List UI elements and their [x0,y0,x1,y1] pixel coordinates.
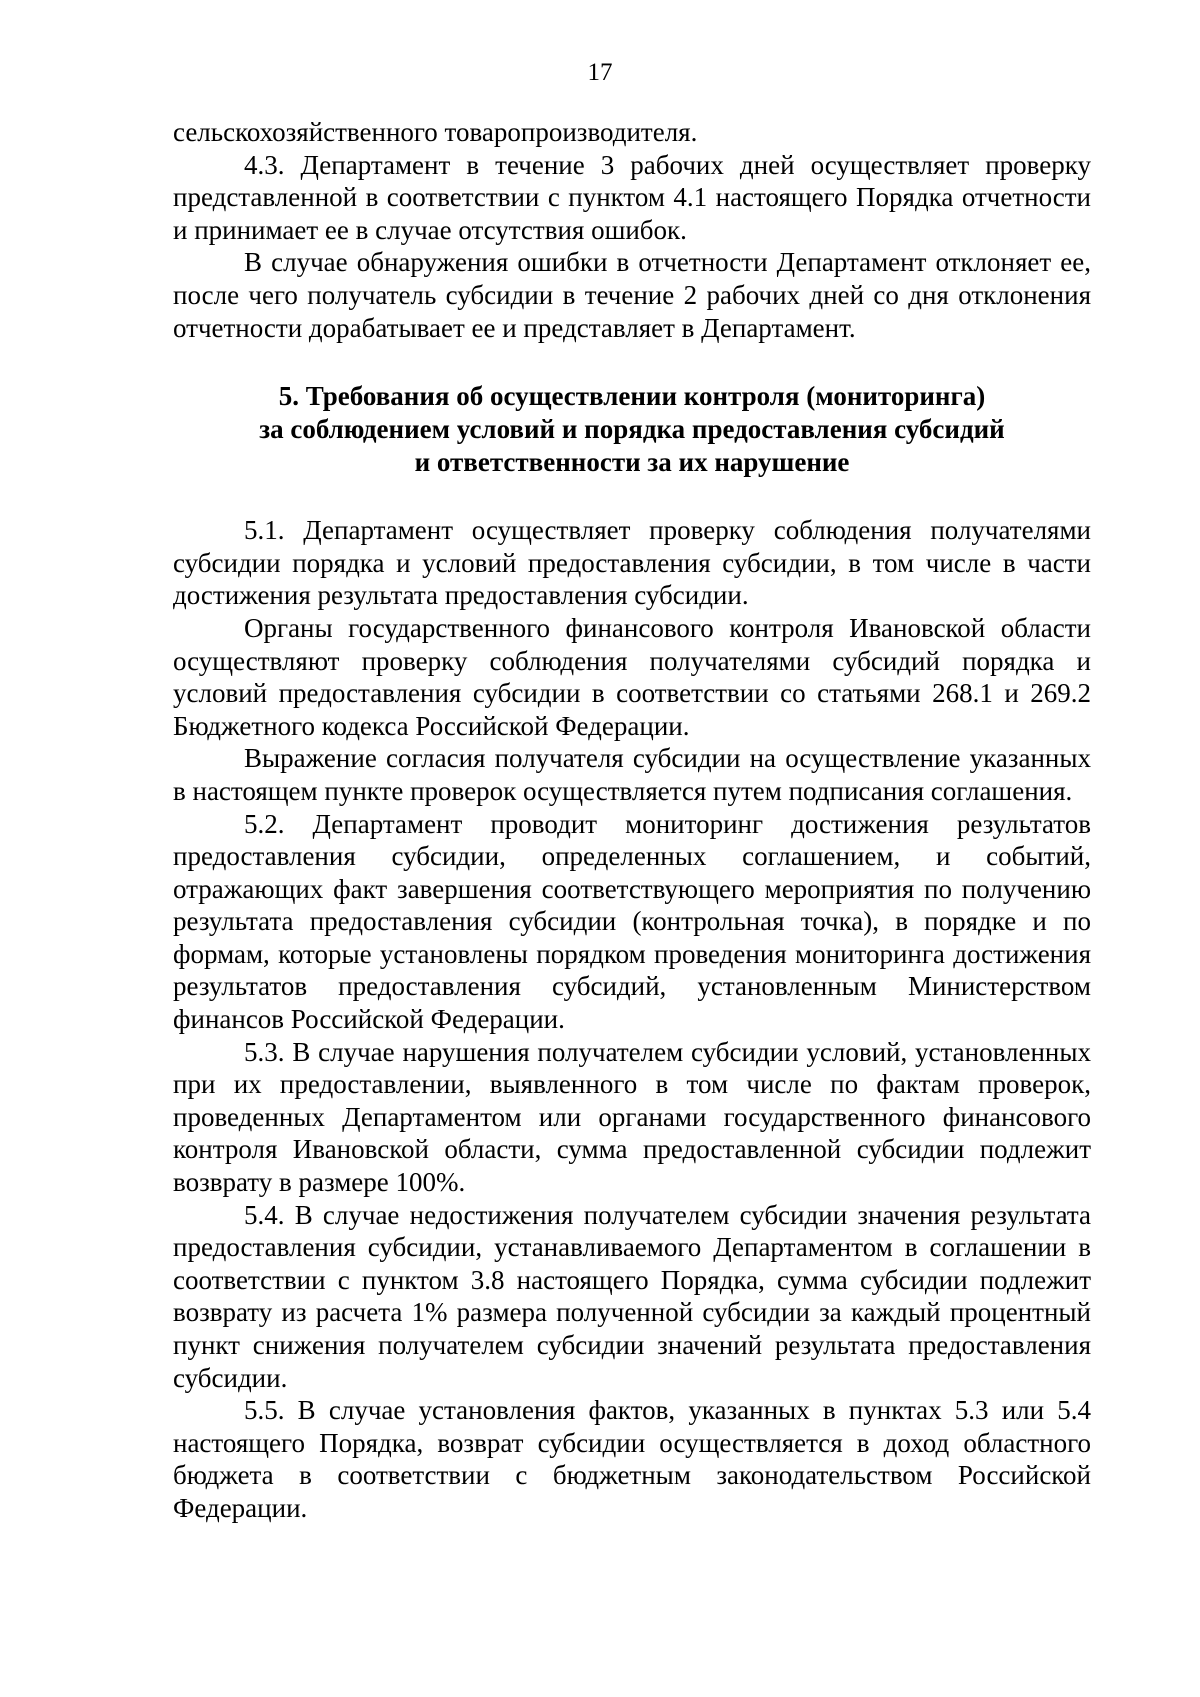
section-5-heading [173,380,1091,479]
section-heading-line-2: за соблюдением условий и порядка предоставления субсидий [259,414,1005,445]
section-heading-line-3: и ответственности за их нарушение [414,447,850,478]
paragraph-5-5: 5.5. В случае установления фактов, указанных в пунктах 5.3 или 5.4 настоящего Порядка, возврат субсидии осуществляется в доход областного бюджета в соответствии с бюджетным законодательством Российской Федерации. [173,1395,1091,1523]
paragraph-control-bodies: Органы государственного финансового контроля Ивановской области осуществляют проверку соблюдения получателями субсидий порядка и условий предоставления субсидии в соответствии со статьями 268.1 и 269.2 Бюджетного кодекса Российской Федерации. [173,612,1091,741]
document-body [173,116,1091,1525]
paragraph-continuation: сельскохозяйственного товаропроизводителя. [173,117,698,147]
page-number: 17 [587,59,613,86]
section-heading-line-1: 5. Требования об осуществлении контроля (мониторинга) [278,381,986,412]
paragraph-5-2: 5.2. Департамент проводит мониторинг достижения результатов предоставления субсидии, определенных соглашением, и событий, отражающих факт завершения соответствующего мероприятия по получению результата предоставления субсидии (контрольная точка), в порядке и по формам, которые установлены порядком проведения мониторинга достижения результатов предоставления субсидий, установленным Министерством финансов Российской Федерации. [173,808,1091,1035]
paragraph-5-3: 5.3. В случае нарушения получателем субсидии условий, установленных при их предоставлении, выявленного в том числе по фактам проверок, проведенных Департаментом или органами государственного финансового контроля Ивановской области, сумма предоставленной субсидии подлежит возврату в размере 100%. [173,1036,1091,1198]
paragraph-4-3: 4.3. Департамент в течение 3 рабочих дней осуществляет проверку представленной в соответствии с пунктом 4.1 настоящего Порядка отчетности и принимает ее в случае отсутствия ошибок. [173,149,1091,245]
paragraph-5-1: 5.1. Департамент осуществляет проверку соблюдения получателями субсидии порядка и условий предоставления субсидии, в том числе в части достижения результата предоставления субсидии. [173,515,1091,611]
paragraph-consent: Выражение согласия получателя субсидии на осуществление указанных в настоящем пункте проверок осуществляется путем подписания соглашения. [173,743,1091,806]
paragraph-5-4: 5.4. В случае недостижения получателем субсидии значения результата предоставления субсидии, устанавливаемого Департаментом в соглашении в соответствии с пунктом 3.8 настоящего Порядка, сумма субсидии подлежит возврату из расчета 1% размера полученной субсидии за каждый процентный пункт снижения получателем субсидии значений результата предоставления субсидии. [173,1199,1091,1393]
paragraph-error-handling: В случае обнаружения ошибки в отчетности Департамент отклоняет ее, после чего получатель субсидии в течение 2 рабочих дней со дня отклонения отчетности дорабатывает ее и представляет в Департамент. [173,247,1091,343]
